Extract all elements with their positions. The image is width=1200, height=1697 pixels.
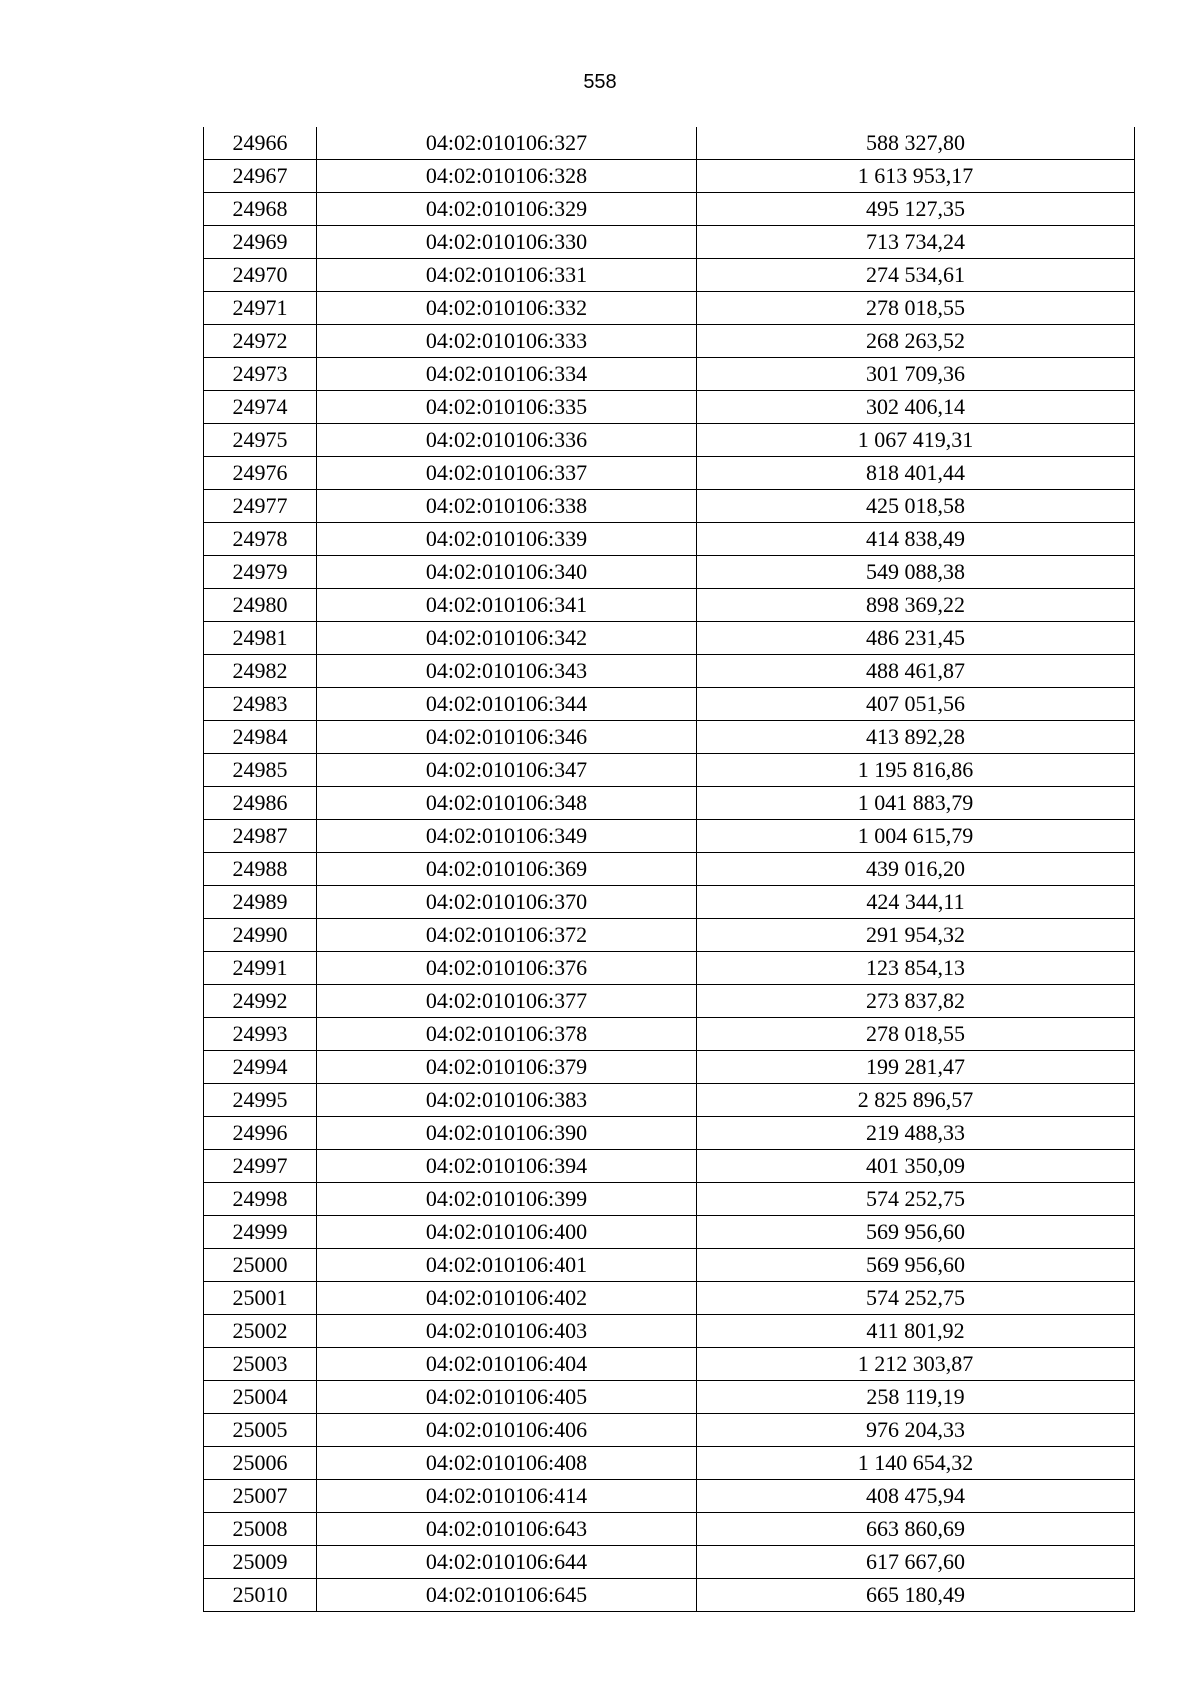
row-number-cell: 24974 [204, 391, 317, 424]
row-number-cell: 24970 [204, 259, 317, 292]
cadastral-number-cell: 04:02:010106:328 [317, 160, 697, 193]
row-number-cell: 24990 [204, 919, 317, 952]
table-row [204, 1150, 1135, 1183]
table-row [204, 655, 1135, 688]
table-row [204, 259, 1135, 292]
cadastral-number-cell: 04:02:010106:408 [317, 1447, 697, 1480]
cadastral-number-cell: 04:02:010106:338 [317, 490, 697, 523]
table-row [204, 325, 1135, 358]
table-body [204, 127, 1135, 1612]
cadastral-value-cell: 439 016,20 [697, 853, 1135, 886]
row-number-cell: 24996 [204, 1117, 317, 1150]
row-number-cell: 24969 [204, 226, 317, 259]
table-row [204, 1414, 1135, 1447]
cadastral-value-cell: 278 018,55 [697, 292, 1135, 325]
cadastral-value-cell: 486 231,45 [697, 622, 1135, 655]
cadastral-number-cell: 04:02:010106:340 [317, 556, 697, 589]
cadastral-value-cell: 413 892,28 [697, 721, 1135, 754]
row-number-cell: 24968 [204, 193, 317, 226]
table-row [204, 193, 1135, 226]
cadastral-value-cell: 2 825 896,57 [697, 1084, 1135, 1117]
cadastral-number-cell: 04:02:010106:645 [317, 1579, 697, 1612]
table-row [204, 1018, 1135, 1051]
cadastral-number-cell: 04:02:010106:394 [317, 1150, 697, 1183]
cadastral-value-cell: 1 212 303,87 [697, 1348, 1135, 1381]
cadastral-number-cell: 04:02:010106:402 [317, 1282, 697, 1315]
table-row [204, 589, 1135, 622]
row-number-cell: 24978 [204, 523, 317, 556]
cadastral-number-cell: 04:02:010106:372 [317, 919, 697, 952]
row-number-cell: 24977 [204, 490, 317, 523]
row-number-cell: 24972 [204, 325, 317, 358]
cadastral-value-cell: 425 018,58 [697, 490, 1135, 523]
table-row [204, 1282, 1135, 1315]
cadastral-value-cell: 665 180,49 [697, 1579, 1135, 1612]
cadastral-value-cell: 569 956,60 [697, 1249, 1135, 1282]
row-number-cell: 24982 [204, 655, 317, 688]
cadastral-value-cell: 574 252,75 [697, 1282, 1135, 1315]
row-number-cell: 24991 [204, 952, 317, 985]
cadastral-value-cell: 258 119,19 [697, 1381, 1135, 1414]
row-number-cell: 24998 [204, 1183, 317, 1216]
table-row [204, 622, 1135, 655]
cadastral-number-cell: 04:02:010106:405 [317, 1381, 697, 1414]
row-number-cell: 24976 [204, 457, 317, 490]
cadastral-value-cell: 401 350,09 [697, 1150, 1135, 1183]
table-row [204, 556, 1135, 589]
cadastral-value-cell: 574 252,75 [697, 1183, 1135, 1216]
cadastral-number-cell: 04:02:010106:339 [317, 523, 697, 556]
row-number-cell: 24971 [204, 292, 317, 325]
cadastral-number-cell: 04:02:010106:377 [317, 985, 697, 1018]
row-number-cell: 25005 [204, 1414, 317, 1447]
table-row [204, 1513, 1135, 1546]
cadastral-value-cell: 219 488,33 [697, 1117, 1135, 1150]
row-number-cell: 25010 [204, 1579, 317, 1612]
row-number-cell: 24979 [204, 556, 317, 589]
cadastral-number-cell: 04:02:010106:341 [317, 589, 697, 622]
row-number-cell: 24983 [204, 688, 317, 721]
table-row [204, 490, 1135, 523]
table-row [204, 1546, 1135, 1579]
row-number-cell: 24999 [204, 1216, 317, 1249]
row-number-cell: 24975 [204, 424, 317, 457]
cadastral-number-cell: 04:02:010106:378 [317, 1018, 697, 1051]
row-number-cell: 25006 [204, 1447, 317, 1480]
table-row [204, 820, 1135, 853]
cadastral-number-cell: 04:02:010106:403 [317, 1315, 697, 1348]
cadastral-number-cell: 04:02:010106:333 [317, 325, 697, 358]
cadastral-value-cell: 1 140 654,32 [697, 1447, 1135, 1480]
cadastral-number-cell: 04:02:010106:336 [317, 424, 697, 457]
cadastral-value-cell: 123 854,13 [697, 952, 1135, 985]
cadastral-number-cell: 04:02:010106:343 [317, 655, 697, 688]
row-number-cell: 24993 [204, 1018, 317, 1051]
table-row [204, 391, 1135, 424]
table-row [204, 1117, 1135, 1150]
table-row [204, 226, 1135, 259]
cadastral-number-cell: 04:02:010106:401 [317, 1249, 697, 1282]
row-number-cell: 25009 [204, 1546, 317, 1579]
cadastral-value-cell: 411 801,92 [697, 1315, 1135, 1348]
table-row [204, 721, 1135, 754]
cadastral-value-cell: 617 667,60 [697, 1546, 1135, 1579]
row-number-cell: 24995 [204, 1084, 317, 1117]
table-row [204, 1051, 1135, 1084]
cadastral-number-cell: 04:02:010106:390 [317, 1117, 697, 1150]
row-number-cell: 25003 [204, 1348, 317, 1381]
row-number-cell: 24980 [204, 589, 317, 622]
table-row [204, 985, 1135, 1018]
table-row [204, 424, 1135, 457]
cadastral-number-cell: 04:02:010106:334 [317, 358, 697, 391]
cadastral-value-cell: 898 369,22 [697, 589, 1135, 622]
table-row [204, 919, 1135, 952]
cadastral-number-cell: 04:02:010106:376 [317, 952, 697, 985]
row-number-cell: 24988 [204, 853, 317, 886]
cadastral-number-cell: 04:02:010106:327 [317, 127, 697, 160]
cadastral-number-cell: 04:02:010106:400 [317, 1216, 697, 1249]
table-row [204, 1315, 1135, 1348]
row-number-cell: 24981 [204, 622, 317, 655]
row-number-cell: 24967 [204, 160, 317, 193]
cadastral-number-cell: 04:02:010106:331 [317, 259, 697, 292]
table-row [204, 853, 1135, 886]
table-row [204, 160, 1135, 193]
row-number-cell: 24985 [204, 754, 317, 787]
cadastral-value-cell: 199 281,47 [697, 1051, 1135, 1084]
cadastral-number-cell: 04:02:010106:330 [317, 226, 697, 259]
table-row [204, 358, 1135, 391]
cadastral-value-table [203, 127, 1135, 1612]
cadastral-value-cell: 713 734,24 [697, 226, 1135, 259]
table-row [204, 1348, 1135, 1381]
cadastral-value-cell: 408 475,94 [697, 1480, 1135, 1513]
cadastral-number-cell: 04:02:010106:369 [317, 853, 697, 886]
cadastral-value-cell: 1 041 883,79 [697, 787, 1135, 820]
row-number-cell: 24989 [204, 886, 317, 919]
cadastral-number-cell: 04:02:010106:406 [317, 1414, 697, 1447]
cadastral-number-cell: 04:02:010106:342 [317, 622, 697, 655]
cadastral-value-cell: 588 327,80 [697, 127, 1135, 160]
cadastral-value-cell: 291 954,32 [697, 919, 1135, 952]
cadastral-number-cell: 04:02:010106:332 [317, 292, 697, 325]
cadastral-number-cell: 04:02:010106:399 [317, 1183, 697, 1216]
cadastral-value-cell: 976 204,33 [697, 1414, 1135, 1447]
cadastral-value-cell: 268 263,52 [697, 325, 1135, 358]
cadastral-number-cell: 04:02:010106:370 [317, 886, 697, 919]
cadastral-value-cell: 302 406,14 [697, 391, 1135, 424]
cadastral-number-cell: 04:02:010106:349 [317, 820, 697, 853]
table-row [204, 457, 1135, 490]
row-number-cell: 24966 [204, 127, 317, 160]
cadastral-value-cell: 1 004 615,79 [697, 820, 1135, 853]
table-row [204, 1249, 1135, 1282]
table-row [204, 1381, 1135, 1414]
cadastral-value-cell: 424 344,11 [697, 886, 1135, 919]
row-number-cell: 24986 [204, 787, 317, 820]
page-number: 558 [583, 71, 617, 93]
row-number-cell: 25007 [204, 1480, 317, 1513]
table-row [204, 292, 1135, 325]
cadastral-number-cell: 04:02:010106:348 [317, 787, 697, 820]
row-number-cell: 24987 [204, 820, 317, 853]
cadastral-number-cell: 04:02:010106:404 [317, 1348, 697, 1381]
table-row [204, 1480, 1135, 1513]
table-row [204, 1183, 1135, 1216]
row-number-cell: 24992 [204, 985, 317, 1018]
row-number-cell: 25008 [204, 1513, 317, 1546]
row-number-cell: 24994 [204, 1051, 317, 1084]
row-number-cell: 25001 [204, 1282, 317, 1315]
row-number-cell: 24973 [204, 358, 317, 391]
row-number-cell: 25004 [204, 1381, 317, 1414]
cadastral-value-cell: 274 534,61 [697, 259, 1135, 292]
row-number-cell: 25000 [204, 1249, 317, 1282]
table-row [204, 952, 1135, 985]
cadastral-number-cell: 04:02:010106:329 [317, 193, 697, 226]
cadastral-number-cell: 04:02:010106:383 [317, 1084, 697, 1117]
cadastral-value-cell: 1 613 953,17 [697, 160, 1135, 193]
cadastral-value-cell: 549 088,38 [697, 556, 1135, 589]
cadastral-number-cell: 04:02:010106:644 [317, 1546, 697, 1579]
cadastral-value-cell: 273 837,82 [697, 985, 1135, 1018]
table-row [204, 523, 1135, 556]
table-row [204, 127, 1135, 160]
cadastral-value-cell: 414 838,49 [697, 523, 1135, 556]
table-row [204, 1447, 1135, 1480]
cadastral-number-cell: 04:02:010106:335 [317, 391, 697, 424]
cadastral-value-cell: 818 401,44 [697, 457, 1135, 490]
cadastral-value-cell: 663 860,69 [697, 1513, 1135, 1546]
table-row [204, 787, 1135, 820]
table-row [204, 754, 1135, 787]
table-row [204, 886, 1135, 919]
cadastral-number-cell: 04:02:010106:379 [317, 1051, 697, 1084]
cadastral-value-cell: 495 127,35 [697, 193, 1135, 226]
cadastral-value-cell: 1 067 419,31 [697, 424, 1135, 457]
table-row [204, 1084, 1135, 1117]
cadastral-number-cell: 04:02:010106:643 [317, 1513, 697, 1546]
table-row [204, 1216, 1135, 1249]
cadastral-value-cell: 278 018,55 [697, 1018, 1135, 1051]
row-number-cell: 25002 [204, 1315, 317, 1348]
table-row [204, 1579, 1135, 1612]
cadastral-value-cell: 569 956,60 [697, 1216, 1135, 1249]
cadastral-value-cell: 1 195 816,86 [697, 754, 1135, 787]
cadastral-value-cell: 488 461,87 [697, 655, 1135, 688]
table-row [204, 688, 1135, 721]
cadastral-number-cell: 04:02:010106:337 [317, 457, 697, 490]
row-number-cell: 24997 [204, 1150, 317, 1183]
cadastral-number-cell: 04:02:010106:344 [317, 688, 697, 721]
row-number-cell: 24984 [204, 721, 317, 754]
cadastral-number-cell: 04:02:010106:414 [317, 1480, 697, 1513]
cadastral-value-cell: 301 709,36 [697, 358, 1135, 391]
cadastral-number-cell: 04:02:010106:347 [317, 754, 697, 787]
cadastral-value-cell: 407 051,56 [697, 688, 1135, 721]
cadastral-number-cell: 04:02:010106:346 [317, 721, 697, 754]
